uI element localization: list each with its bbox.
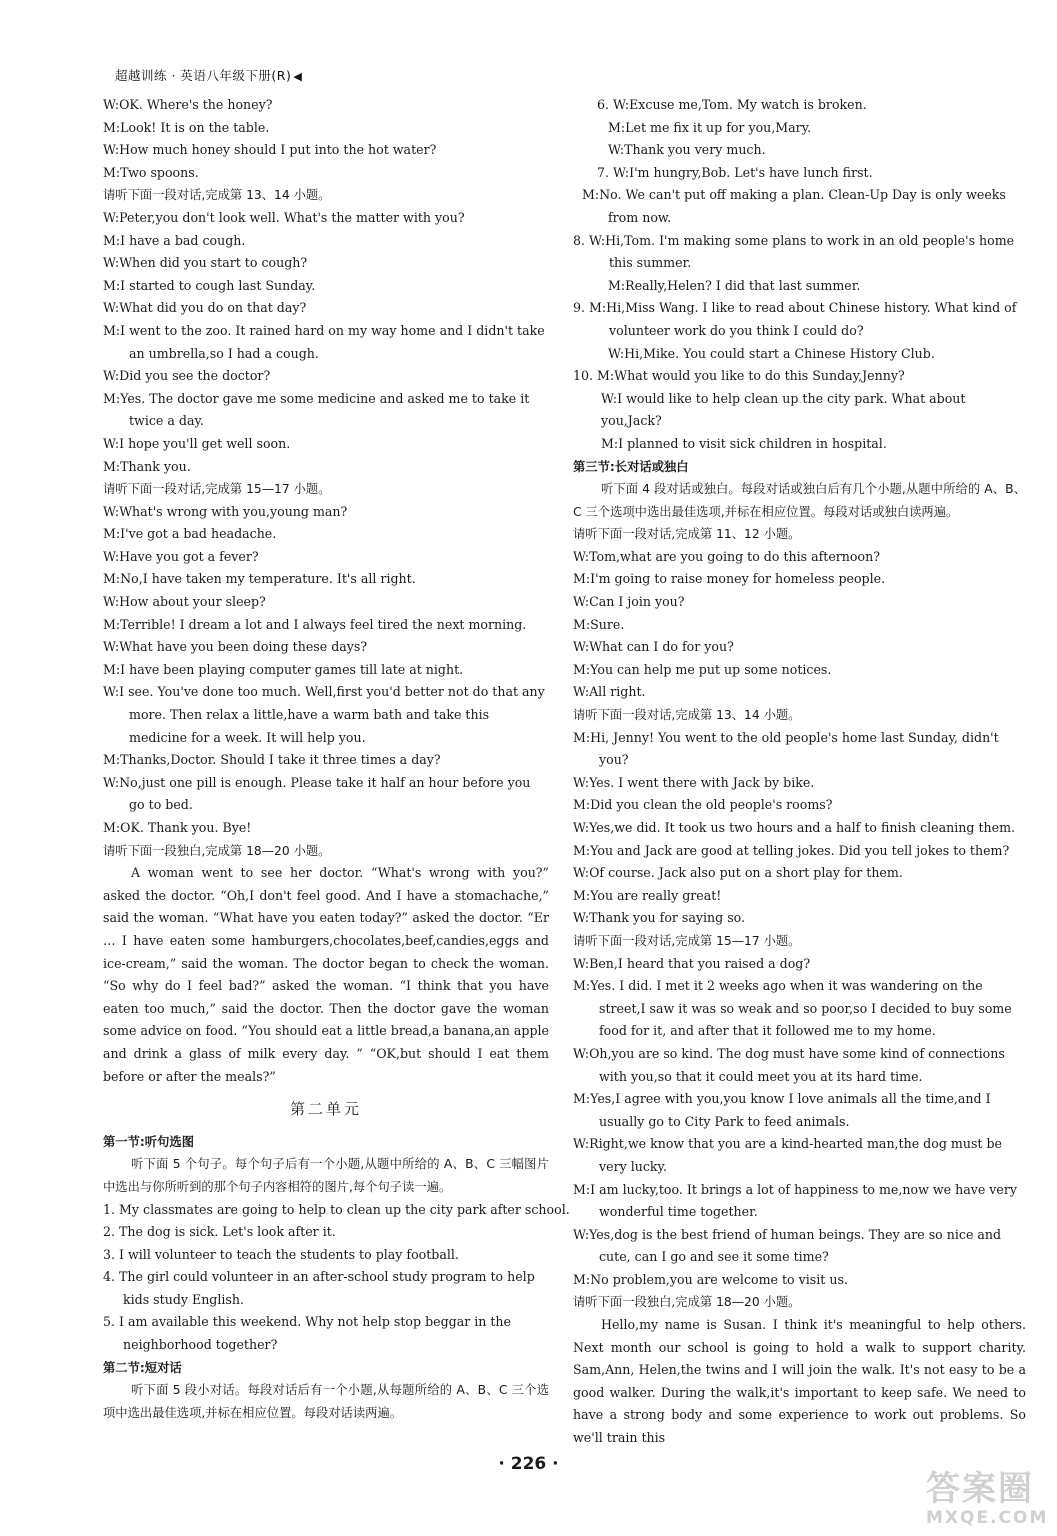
text-line: W:Yes,dog is the best friend of human beings. They are so nice and cute, can I go and see it some time? xyxy=(573,1226,1002,1265)
text-line: M:Thanks,Doctor. Should I take it three times a day? xyxy=(103,752,441,768)
text-line: W:I see. You've done too much. Well,first you'd better not do that any more. Then relax a little,have a warm bath and take this medicine for a week. It will help you. xyxy=(103,684,545,745)
text-line: M:I have been playing computer games till late at night. xyxy=(103,661,464,677)
text-line: M:I have a bad cough. xyxy=(103,232,246,248)
instruction-text: 请听下面一段独白,完成第 18—20 小题。 xyxy=(573,1295,801,1310)
text-line: M:You are really great! xyxy=(573,887,722,903)
text-line: W:Thank you for saying so. xyxy=(573,910,746,926)
text-line: W:Of course. Jack also put on a short play for them. xyxy=(573,865,903,881)
instruction-text: 请听下面一段对话,完成第 13、14 小题。 xyxy=(573,708,801,723)
text-line: W:Hi,Mike. You could start a Chinese History Club. xyxy=(608,345,935,361)
text-line: M:No,I have taken my temperature. It's all right. xyxy=(103,571,416,587)
watermark-logo-text: 答案圈 xyxy=(926,1469,1034,1509)
instruction-text: 请听下面一段对话,完成第 13、14 小题。 xyxy=(103,188,331,203)
instruction-text: 请听下面一段独白,完成第 18—20 小题。 xyxy=(103,843,331,858)
header-title: 超越训练 · 英语八年级下册(R) xyxy=(115,68,292,83)
text-line: 8. W:Hi,Tom. I'm making some plans to work in an old people's home this summer. xyxy=(573,232,1015,271)
text-line: W:How much honey should I put into the hot water? xyxy=(103,142,437,158)
triangle-marker-icon: ◀ xyxy=(293,70,303,83)
text-line: W:Peter,you don't look well. What's the matter with you? xyxy=(103,209,465,225)
text-line: M:I planned to visit sick children in hospital. xyxy=(601,435,887,451)
text-line: M:Let me fix it up for you,Mary. xyxy=(608,119,812,135)
instruction-text: 听下面 5 个句子。每个句子后有一个小题,从题中所给的 A、B、C 三幅图片中选出与你所听到的那个句子内容相符的图片,每个句子读一遍。 xyxy=(103,1157,549,1194)
text-line: 10. M:What would you like to do this Sunday,Jenny? xyxy=(573,368,905,384)
text-line: W:Did you see the doctor? xyxy=(103,368,271,384)
text-line: W:Ben,I heard that you raised a dog? xyxy=(573,955,811,971)
text-line: 9. M:Hi,Miss Wang. I like to read about Chinese history. What kind of volunteer work do you think I could do? xyxy=(573,300,1017,338)
section-heading: 第一节:听句选图 xyxy=(103,1134,194,1149)
text-line: W:What can I do for you? xyxy=(573,639,734,655)
text-line: W:Have you got a fever? xyxy=(103,548,259,564)
text-line: W:All right. xyxy=(573,684,646,700)
running-header xyxy=(115,66,302,84)
text-line: W:I would like to help clean up the city park. What about you,Jack? xyxy=(601,390,966,429)
text-line: 4. The girl could volunteer in an after-school study program to help kids study English. xyxy=(103,1269,535,1307)
text-line: W:I hope you'll get well soon. xyxy=(103,435,291,451)
text-line: M:You can help me put up some notices. xyxy=(573,661,832,677)
instruction-text: 请听下面一段对话,完成第 15—17 小题。 xyxy=(573,933,801,948)
text-line: W:Can I join you? xyxy=(573,594,685,610)
text-line: 1. My classmates are going to help to clean up the city park after school. xyxy=(103,1201,570,1217)
text-line: M:Thank you. xyxy=(103,458,191,474)
left-column xyxy=(103,94,570,1424)
text-line: M:I am lucky,too. It brings a lot of happiness to me,now we have very wonderful time together. xyxy=(573,1181,1017,1220)
text-line: M:I'm going to raise money for homeless people. xyxy=(573,571,886,587)
text-line: M:Sure. xyxy=(573,616,625,632)
text-line: W:What did you do on that day? xyxy=(103,300,307,316)
text-line: M:No problem,you are welcome to visit us. xyxy=(573,1271,848,1287)
text-line: W:What's wrong with you,young man? xyxy=(103,503,348,519)
text-line: M:I went to the zoo. It rained hard on my way home and I didn't take an umbrella,so I had a cough. xyxy=(103,322,545,361)
text-line: W:Yes. I went there with Jack by bike. xyxy=(573,774,815,790)
instruction-text: 听下面 4 段对话或独白。每段对话或独白后有几个小题,从题中所给的 A、B、C 三个选项中选出最佳选项,并标在相应位置。每段对话或独白读两遍。 xyxy=(573,482,1026,519)
text-line: W:When did you start to cough? xyxy=(103,255,308,271)
text-line: M:Yes,I agree with you,you know I love animals all the time,and I usually go to City Park to feed animals. xyxy=(573,1091,991,1129)
text-line: M:Hi, Jenny! You went to the old people's home last Sunday, didn't you? xyxy=(573,729,999,768)
text-line: W:What have you been doing these days? xyxy=(103,639,368,655)
monologue-paragraph: Hello,my name is Susan. I think it's meaningful to help others. Next month our school is going to hold a walk to support charity. Sam,Ann, Helen,the twins and I will join the walk. It's not easy to be a good walker. During the walk,it's important to keep safe. We need to have a strong body and some experience to work out problems. So we'll train this xyxy=(573,1317,1026,1446)
instruction-text: 听下面 5 段小对话。每段对话后有一个小题,从每题所给的 A、B、C 三个选项中选出最佳选项,并标在相应位置。每段对话读两遍。 xyxy=(103,1383,549,1420)
text-line: W:Thank you very much. xyxy=(608,142,766,158)
text-line: W:Yes,we did. It took us two hours and a half to finish cleaning them. xyxy=(573,820,1016,835)
text-line: 5. I am available this weekend. Why not help stop beggar in the neighborhood together? xyxy=(103,1314,511,1353)
text-line: M:No. We can't put off making a plan. Clean-Up Day is only weeks from now. xyxy=(582,187,1006,225)
text-line: M:I've got a bad headache. xyxy=(103,526,277,542)
text-line: 6. W:Excuse me,Tom. My watch is broken. xyxy=(597,97,867,112)
text-line: 7. W:I'm hungry,Bob. Let's have lunch first. xyxy=(597,164,873,180)
unit-title: 第二单元 xyxy=(289,1100,362,1119)
text-line: M:You and Jack are good at telling jokes. Did you tell jokes to them? xyxy=(573,842,1010,858)
page-number: · 226 · xyxy=(498,1454,559,1474)
text-line: M:OK. Thank you. Bye! xyxy=(103,820,252,835)
text-line: M:Yes. The doctor gave me some medicine and asked me to take it twice a day. xyxy=(103,390,530,429)
text-line: W:OK. Where's the honey? xyxy=(103,97,273,112)
text-line: 2. The dog is sick. Let's look after it. xyxy=(103,1224,336,1240)
monologue-paragraph: A woman went to see her doctor. “What's wrong with you?” asked the doctor. “Oh,I don't feel good. And I have a stomachache,” said the woman. “What have you eaten today?” asked the doctor. “Er … I have eaten some hamburgers,chocolates,beef,candies,eggs and ice-cream,” said the woman. The doctor began to check the woman. “So why do I feel bad?” asked the woman. “I think that you have eaten too much,” said the doctor. Then the doctor gave the woman some advice on food. “You should eat a little bread,a banana,an apple and drink a glass of milk every day. ” “OK,but should I eat them before or after the meals?” xyxy=(103,865,549,1084)
section-heading: 第三节:长对话或独白 xyxy=(573,459,689,474)
text-line: M:Look! It is on the table. xyxy=(103,119,270,135)
text-line: W:Oh,you are so kind. The dog must have some kind of connections with you,so that it could meet you at its hard time. xyxy=(573,1045,1005,1084)
text-line: M:Really,Helen? I did that last summer. xyxy=(608,277,861,293)
text-line: W:Right,we know that you are a kind-hearted man,the dog must be very lucky. xyxy=(573,1136,1002,1174)
right-column xyxy=(573,94,1026,1450)
instruction-text: 请听下面一段对话,完成第 15—17 小题。 xyxy=(103,482,331,497)
text-line: W:No,just one pill is enough. Please take it half an hour before you go to bed. xyxy=(103,774,531,813)
watermark-url: MXQE.COM xyxy=(926,1508,1049,1528)
text-line: M:I started to cough last Sunday. xyxy=(103,277,316,293)
text-line: M:Yes. I did. I met it 2 weeks ago when it was wandering on the street,I saw it was so weak and so poor,so I decided to buy some food for it, and after that it followed me to my home. xyxy=(573,978,1012,1039)
text-line: M:Did you clean the old people's rooms? xyxy=(573,797,833,813)
section-heading: 第二节:短对话 xyxy=(103,1360,182,1375)
text-line: W:Tom,what are you going to do this afternoon? xyxy=(573,548,880,564)
text-line: W:How about your sleep? xyxy=(103,594,266,610)
watermark-logo xyxy=(926,1470,1052,1532)
text-line: M:Terrible! I dream a lot and I always feel tired the next morning. xyxy=(103,616,527,632)
text-line: M:Two spoons. xyxy=(103,164,199,180)
instruction-text: 请听下面一段对话,完成第 11、12 小题。 xyxy=(573,527,801,542)
text-line: 3. I will volunteer to teach the students to play football. xyxy=(103,1246,459,1262)
